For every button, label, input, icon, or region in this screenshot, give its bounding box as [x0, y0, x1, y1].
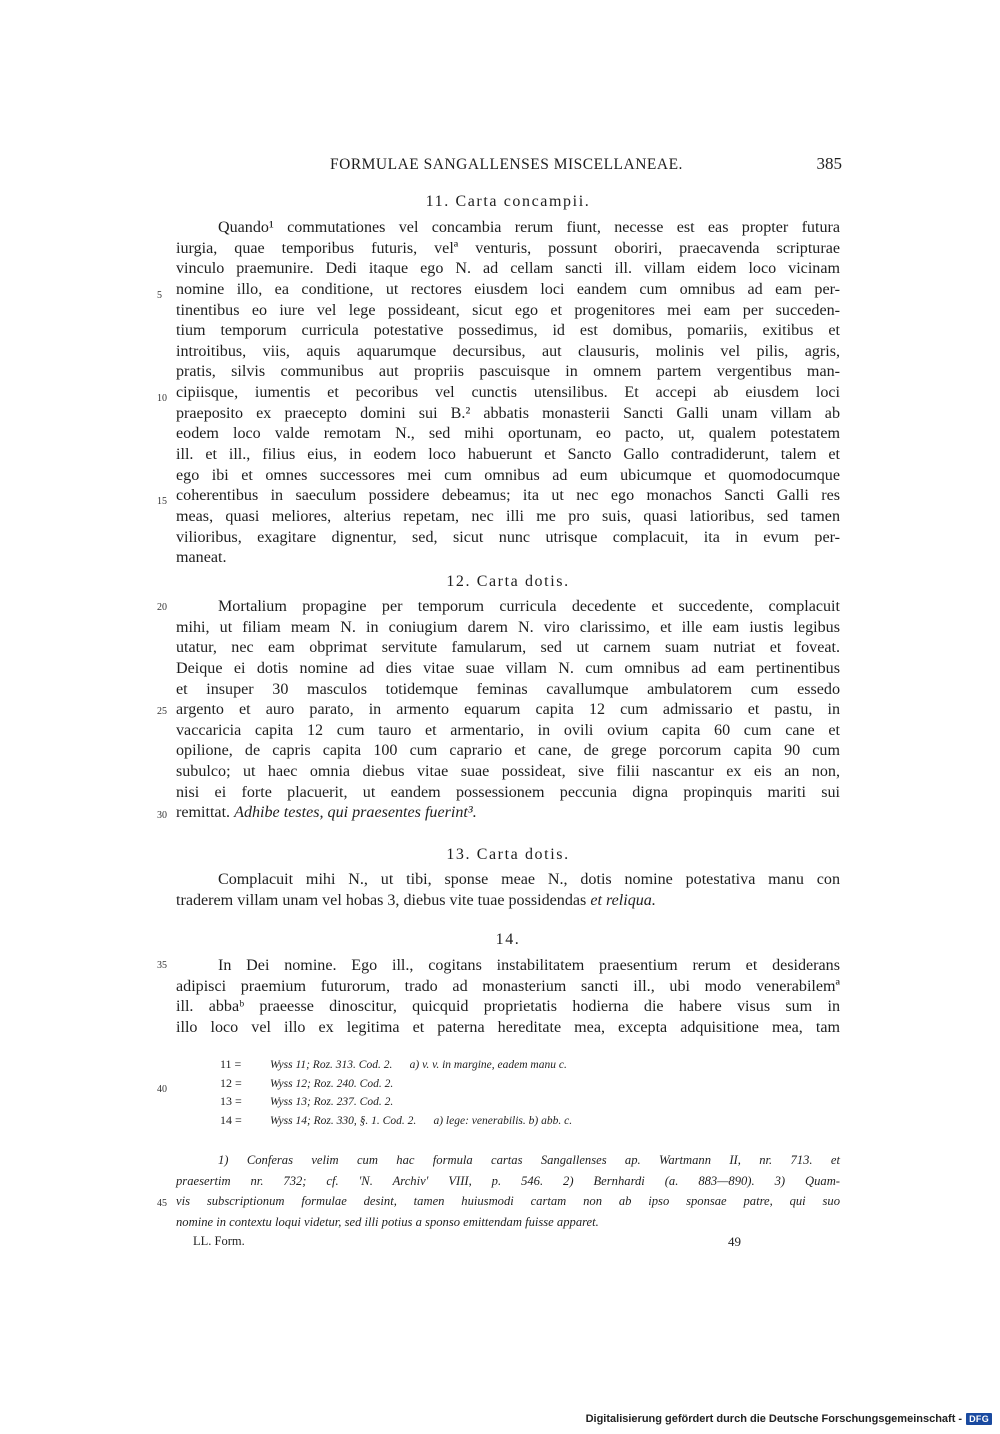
margin-line-number: 45	[157, 1198, 167, 1209]
text-line: vaccariciа capita 12 cum tauro et armentario, in ovili ovium capita 60 cum cane et	[176, 721, 840, 739]
text-line: mihi, ut filiam meam N. in coniugium darem N. viro clarissimo, et ille eam iustis legibus	[176, 618, 840, 636]
text-line: pratis, silvis communibus aut propriis pascuisque in omnem partem vergentibus man-	[176, 363, 840, 381]
apparatus-source: Wyss 12; Roz. 240. Cod. 2.	[270, 1077, 394, 1090]
text-line: Quando¹ commutationes vel concambia rerum fiunt, necesse est eas propter futura	[218, 219, 840, 236]
text-line: vinculo praemunire. Dedi itaque ego N. ad cellam sancti ill. villam eidem loco vicinam	[176, 260, 840, 278]
text-line: meas, quasi meliores, alterius repetam, nec illi me pro suis, quasi latioribus, sed tamen	[176, 507, 840, 525]
running-head	[176, 156, 842, 180]
text-line: maneat.	[176, 549, 227, 567]
margin-line-number: 20	[157, 602, 167, 613]
text-line: subulco; ut haec omnia diebus vitae suae possideat, sive filii nascantur ex eis an non,	[176, 763, 840, 781]
heading-14: 14.	[495, 931, 521, 948]
text-fragment: remittat.	[176, 804, 231, 822]
apparatus-note: a) lege: venerabilis. b) abb. c.	[433, 1114, 573, 1127]
text-line: nomine illo, ea conditione, ut rectores eiusdem loci eandem cum omnibus ad eam per-	[176, 280, 840, 298]
margin-line-number: 35	[157, 960, 167, 971]
text-carta-dotis-13	[176, 870, 840, 911]
text-carta-dotis-12	[176, 597, 840, 824]
text-carta-concampii	[176, 218, 840, 569]
margin-line-number: 30	[157, 810, 167, 821]
text-fragment: traderem villam unam vel hobas 3, diebus vite tuae possidendas	[176, 891, 587, 909]
text-line: introitibus, viis, aquis aquarumque decursibus, aut clausuris, molinis vel pilis, agris,	[176, 342, 840, 360]
apparatus-line	[220, 1055, 840, 1074]
text-line: praeposito ex praecepto domini sui B.² abbatis monasterii Sancti Galli unam villam ab	[176, 404, 840, 422]
text-line: ill. et ill., filius eius, in eodem loco habuerunt et Sancto Gallo contradiderunt, talem et	[176, 446, 840, 464]
apparatus-ref: 12 =	[220, 1075, 242, 1090]
text-line: vilioribus, exagitare dignentur, sed, sicut nunc utrisque complacuit, ita in evum per-	[176, 528, 840, 546]
heading-carta-dotis-12: 12. Carta dotis.	[446, 573, 570, 590]
text-line: Mortalium propagine per temporum curricula decedente et succedente, complacuit	[218, 598, 840, 615]
footnote-line: nomine in contextu loqui videtur, sed illi potius a sponso emittendam fuisse apparet.	[176, 1214, 599, 1229]
margin-line-number: 40	[157, 1084, 167, 1095]
heading-carta-dotis-13: 13. Carta dotis.	[446, 846, 570, 863]
text-line: eodem loco valde remotam N., sed mihi oportunam, eo pacto, ut, qualem potestatem	[176, 425, 840, 443]
sheet-number: 49	[728, 1234, 741, 1249]
text-line: utatur, nec eam obprimat servitute famularum, sed ut carnem suam nutriat et foveat.	[176, 639, 840, 657]
text-line: ill. abbaᵇ praeesse dinoscitur, quicquid proprietatis hodierna die habere visus sum in	[176, 998, 840, 1016]
margin-line-number: 5	[157, 290, 162, 301]
text-14	[176, 956, 840, 1039]
margin-line-number: 25	[157, 706, 167, 717]
apparatus-line	[220, 1074, 840, 1093]
text-line: argento et auro parato, in armento equarum capita 12 cum admissario et pastu, in	[176, 701, 840, 719]
critical-apparatus	[220, 1055, 840, 1129]
text-line	[176, 891, 840, 912]
text-line: tium temporum curricula potestative possedimus, id est domibus, pomariis, exitibus et	[176, 322, 840, 340]
text-line: Deique ei dotis nomine ad dies vitae suae villam N. cum omnibus ad eam pertinentibus	[176, 659, 840, 677]
margin-line-number: 10	[157, 393, 167, 404]
text-line: tinentibus eo iure vel lege possideant, sicut ego et progenitores mei eam per succeden-	[176, 301, 840, 319]
digitization-text: Digitalisierung gefördert durch die Deutsche Forschungsgemeinschaft -	[585, 1413, 963, 1425]
text-line: et insuper 30 masculos totidemque feminas cavallumque ambulatorem cum essedo	[176, 680, 840, 698]
italic-phrase: et reliqua.	[590, 891, 656, 909]
margin-line-number: 15	[157, 496, 167, 507]
footnote-line: vis subscriptionum formulae desint, tamen huiusmodi cartam non ab ipso sponsae patre, qui suo	[176, 1194, 840, 1208]
apparatus-ref: 14 =	[220, 1112, 242, 1127]
footnote-line: praesertim nr. 732; cf. 'N. Archiv' VIII, p. 546. 2) Bernhardi (a. 883—890). 3) Quam-	[176, 1173, 840, 1188]
dfg-logo-icon: DFG	[966, 1413, 992, 1425]
apparatus-ref: 11 =	[220, 1057, 242, 1071]
text-line: Complacuit mihi N., ut tibi, sponse meae N., dotis nomine potestativa manu con	[218, 871, 840, 888]
apparatus-note: a) v. v. in margine, eadem manu c.	[409, 1059, 567, 1071]
apparatus-source: Wyss 11; Roz. 313. Cod. 2.	[270, 1059, 393, 1071]
signature-mark: LL. Form.	[193, 1234, 245, 1248]
footnotes	[176, 1150, 840, 1232]
digitization-credit	[586, 1413, 992, 1425]
apparatus-ref: 13 =	[220, 1094, 242, 1108]
text-line: coherentibus in saeculum possidere debeamus; ita ut nec ego monachos Sancti Galli res	[176, 487, 840, 505]
text-line	[176, 803, 840, 824]
text-line: In Dei nomine. Ego ill., cogitans instabilitatem praesentium rerum et desiderans	[218, 957, 840, 974]
text-line: ego ibi et omnes successores mei cum omnibus ad eum ubicumque et quomodocumque	[176, 466, 840, 484]
running-title: FORMULAE SANGALLENSES MISCELLANEAE.	[330, 156, 683, 173]
footnote-line: 1) Conferas velim cum hac formula cartas Sangallenses ap. Wartmann II, nr. 713. et	[218, 1153, 840, 1167]
apparatus-line	[220, 1092, 840, 1111]
page-number: 385	[816, 154, 842, 173]
text-line: iurgia, quae temporibus futuris, velª venturis, possunt oboriri, praecavenda scripturae	[176, 239, 840, 257]
text-line: adipisci praemium futurorum, trado ad monasterium sancti ill., ubi modo venerabilemª	[176, 977, 840, 995]
text-line: nisi ei forte placuerit, ut eandem possessionem peccunia digna propinquis mariti sui	[176, 783, 840, 801]
text-line: illo loco vel illo ex legitima et paterna hereditate mea, excepta adquisitione mea, tam	[176, 1018, 840, 1036]
italic-phrase: Adhibe testes, qui praesentes fuerint³.	[234, 804, 477, 822]
apparatus-line	[220, 1111, 840, 1130]
apparatus-source: Wyss 13; Roz. 237. Cod. 2.	[270, 1096, 394, 1108]
text-line: cipiisque, iumentis et pecoribus vel cunctis utensilibus. Et accepi ab eiusdem loci	[176, 384, 840, 402]
text-line: opilione, de capris capita 100 cum caprario et cane, de grege porcorum capita 90 cum	[176, 742, 840, 760]
heading-carta-concampii: 11. Carta concampii.	[425, 193, 591, 210]
apparatus-source: Wyss 14; Roz. 330, §. 1. Cod. 2.	[270, 1114, 417, 1127]
